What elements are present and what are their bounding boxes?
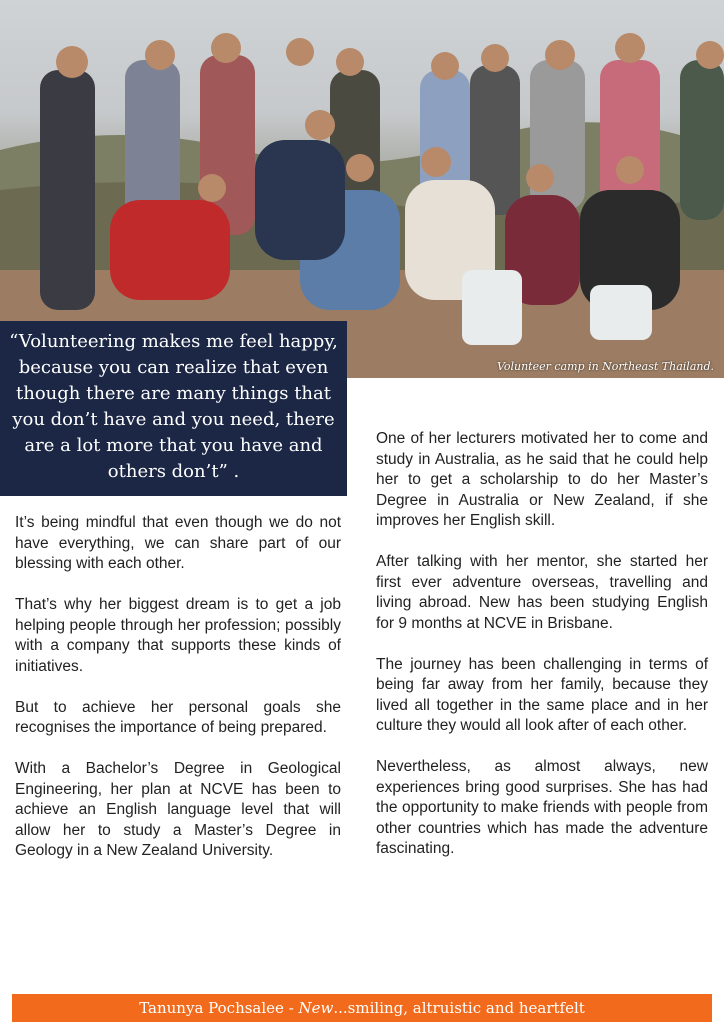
pull-quote-text: “Volunteering makes me feel happy, because you can realize that even though there are many things that you don’t have and you need, there are a lot more that you have and others don’t” . [9, 331, 338, 482]
paragraph: That’s why her biggest dream is to get a job helping people through her profession; possibly with a company that supports these kinds of initiatives. [15, 596, 341, 675]
footer-nickname: New [298, 999, 334, 1017]
paragraph: One of her lecturers motivated her to come and study in Australia, as he said that he could help her to get a scholarship to do her Master’s Degree in Australia or New Zealand, if she improves her English skill. [376, 430, 708, 529]
paragraph: The journey has been challenging in terms of being far away from her family, because they lived all together in the same place and in her culture they would all look after of each other. [376, 655, 708, 734]
paragraph: It’s being mindful that even though we do not have everything, we can share part of our blessing with each other. [15, 514, 341, 572]
footer-banner [12, 994, 712, 1022]
paragraph: Nevertheless, as almost always, new experiences bring good surprises. She has had the opportunity to make friends with people from other countries which has made the adventure fascinating. [376, 758, 708, 857]
paragraph: With a Bachelor’s Degree in Geological Engineering, her plan at NCVE has been to achieve an English language level that will allow her to study a Master’s Degree in Geology in a New Zealand University. [15, 760, 341, 859]
right-text-column [376, 429, 708, 880]
paragraph: After talking with her mentor, she started her first ever adventure overseas, travelling and living abroad. New has been studying English for 9 months at NCVE in Brisbane. [376, 553, 708, 632]
photo-caption: Volunteer camp in Northeast Thailand. [496, 360, 714, 373]
footer-tagline: ...smiling, altruistic and heartfelt [333, 999, 585, 1017]
left-text-column [15, 513, 341, 882]
footer-name: Tanunya Pochsalee - [139, 999, 299, 1017]
paragraph: But to achieve her personal goals she recognises the importance of being prepared. [15, 698, 341, 736]
pull-quote [0, 321, 347, 496]
